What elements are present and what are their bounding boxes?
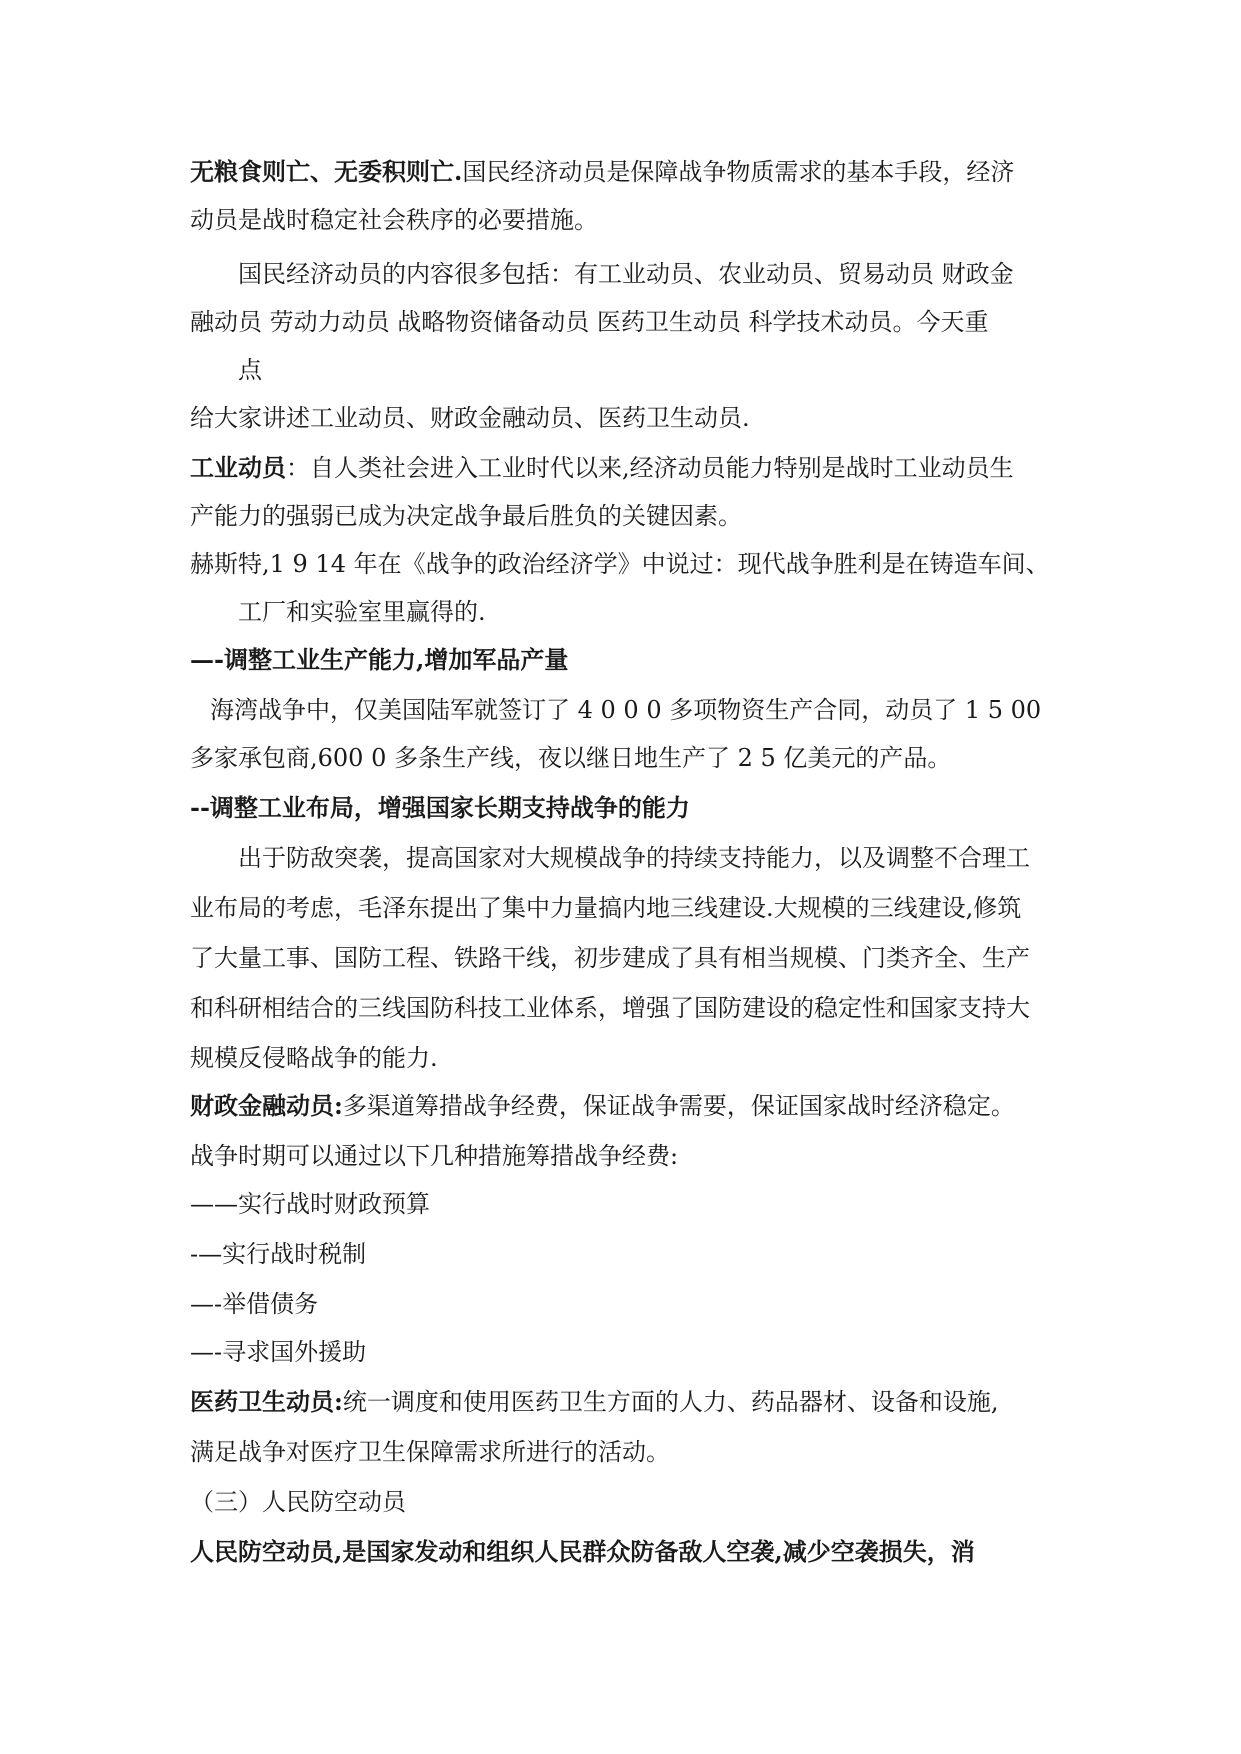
bold-run: --调整工业布局，增强国家长期支持战争的能力 bbox=[190, 793, 690, 822]
list-item bbox=[190, 1238, 1060, 1270]
section-heading bbox=[190, 1486, 1060, 1518]
text-run: 战争时期可以通过以下几种措施筹措战争经费: bbox=[190, 1142, 679, 1170]
text-run: —-举借债务 bbox=[190, 1290, 319, 1318]
paragraph-line bbox=[190, 942, 1060, 974]
list-item bbox=[190, 1288, 1060, 1320]
bold-run: 工业动员 bbox=[190, 453, 286, 482]
paragraph-line bbox=[210, 694, 1080, 726]
text-run: ——实行战时财政预算 bbox=[190, 1190, 430, 1218]
text-run: （三）人民防空动员 bbox=[190, 1488, 406, 1516]
text-run: 统一调度和使用医药卫生方面的人力、药品器材、设备和设施, bbox=[342, 1388, 999, 1416]
paragraph-line bbox=[238, 258, 1108, 290]
bold-run: —-调整工业生产能力,增加军品产量 bbox=[190, 645, 569, 674]
bold-run: 人民防空动员,是国家发动和组织人民群众防备敌人空袭,减少空袭损失，消 bbox=[190, 1537, 975, 1566]
text-run: —-寻求国外援助 bbox=[190, 1338, 367, 1366]
text-run: 动员是战时稳定社会秩序的必要措施。 bbox=[190, 206, 598, 234]
paragraph-line bbox=[190, 548, 1060, 580]
text-run: 了大量工事、国防工程、铁路干线，初步建成了具有相当规模、门类齐全、生产 bbox=[190, 944, 1030, 972]
paragraph-line bbox=[238, 596, 1108, 628]
text-run: 规模反侵略战争的能力. bbox=[190, 1044, 438, 1072]
text-run: 多家承包商,600 0 多条生产线，夜以继日地生产了 2 5 亿美元的产品。 bbox=[190, 744, 952, 772]
paragraph-line bbox=[190, 1090, 1060, 1122]
paragraph-line bbox=[190, 1436, 1060, 1468]
paragraph-line bbox=[190, 1042, 1060, 1074]
text-run: 点 bbox=[238, 356, 262, 384]
list-item bbox=[190, 1188, 1060, 1220]
text-run: 产能力的强弱已成为决定战争最后胜负的关键因素。 bbox=[190, 502, 742, 530]
paragraph-line bbox=[190, 500, 1060, 532]
text-run: 国民经济动员是保障战争物质需求的基本手段，经济 bbox=[462, 158, 1015, 186]
list-item bbox=[190, 1336, 1060, 1368]
paragraph-line bbox=[190, 892, 1060, 924]
paragraph-line bbox=[238, 842, 1108, 874]
text-run: -—实行战时税制 bbox=[190, 1240, 367, 1268]
text-run: 给大家讲述工业动员、财政金融动员、医药卫生动员. bbox=[190, 404, 750, 432]
text-run: 业布局的考虑，毛泽东提出了集中力量搞内地三线建设.大规模的三线建设,修筑 bbox=[190, 894, 1022, 922]
text-run: 多渠道筹措战争经费，保证战争需要，保证国家战时经济稳定。 bbox=[342, 1092, 1015, 1120]
text-run: 融动员 劳动力动员 战略物资储备动员 医药卫生动员 科学技术动员。今天重 bbox=[190, 308, 989, 336]
paragraph-line bbox=[190, 1536, 1060, 1568]
text-run: 赫斯特,1 9 14 年在《战争的政治经济学》中说过：现代战争胜利是在铸造车间、 bbox=[190, 550, 1050, 578]
bold-run: 医药卫生动员: bbox=[190, 1387, 343, 1416]
section-heading bbox=[190, 644, 1060, 676]
paragraph-line bbox=[238, 354, 1108, 386]
section-heading bbox=[190, 792, 1060, 824]
paragraph-line bbox=[190, 742, 1060, 774]
text-run: ：自人类社会进入工业时代以来,经济动员能力特别是战时工业动员生 bbox=[286, 454, 1014, 482]
paragraph-line bbox=[190, 402, 1060, 434]
text-run: 出于防敌突袭，提高国家对大规模战争的持续支持能力，以及调整不合理工 bbox=[238, 844, 1030, 872]
paragraph-line bbox=[190, 452, 1060, 484]
paragraph-line bbox=[190, 156, 1060, 188]
text-run: 满足战争对医疗卫生保障需求所进行的活动。 bbox=[190, 1438, 670, 1466]
text-run: 和科研相结合的三线国防科技工业体系，增强了国防建设的稳定性和国家支持大 bbox=[190, 994, 1030, 1022]
paragraph-line bbox=[190, 204, 1060, 236]
text-run: 海湾战争中，仅美国陆军就签订了 4 0 0 0 多项物资生产合同，动员了 1 5 00 bbox=[210, 696, 1042, 724]
text-run: 国民经济动员的内容很多包括：有工业动员、农业动员、贸易动员 财政金 bbox=[238, 260, 1014, 288]
paragraph-line bbox=[190, 306, 1060, 338]
bold-run: 无粮食则亡、无委积则亡. bbox=[190, 157, 463, 186]
paragraph-line bbox=[190, 992, 1060, 1024]
paragraph-line bbox=[190, 1140, 1060, 1172]
paragraph-line bbox=[190, 1386, 1060, 1418]
bold-run: 财政金融动员: bbox=[190, 1091, 343, 1120]
text-run: 工厂和实验室里赢得的. bbox=[238, 598, 486, 626]
